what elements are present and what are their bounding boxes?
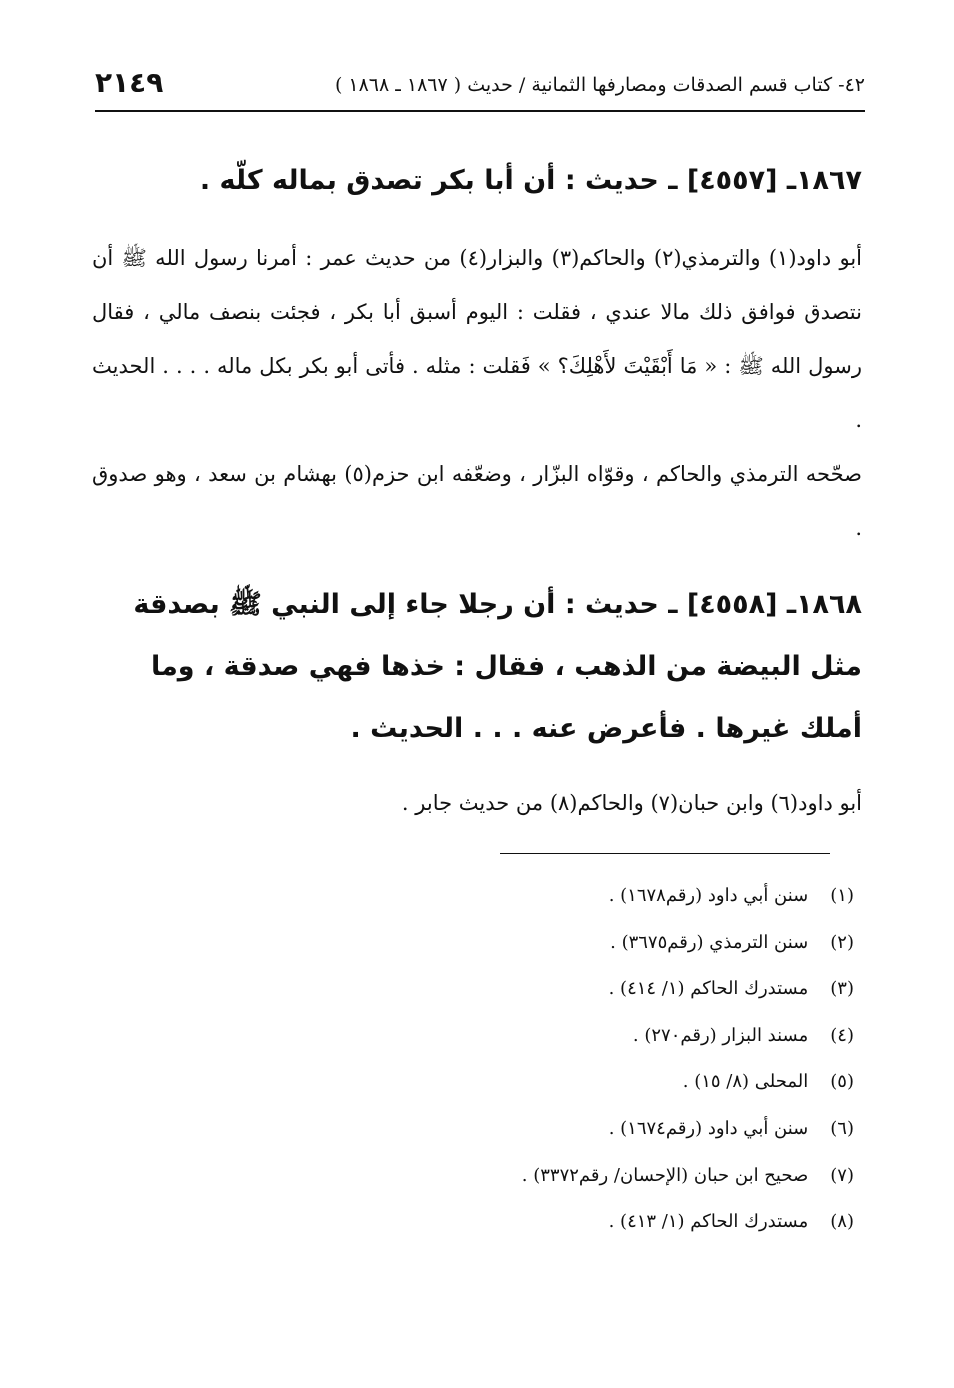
- hadith-1867-paragraph-1: أبو داود(١) والترمذي(٢) والحاكم(٣) والبزار(٤) من حديث عمر : أمرنا رسول الله ﷺ أن نتصدق فوافق ذلك مالا عندي ، فقلت : اليوم أسبق أبا بكر ، فجئت بنصف مالي ، فقال رسول الله ﷺ : « مَا أَبْقَيْتَ لأَهْلِكَ؟ » فَقلت : مثله . فأتى أبو بكر بكل ماله . . . . الحديث .: [92, 246, 862, 432]
- footnote-item: [334, 920, 854, 967]
- footnote-number: (٤): [830, 1024, 854, 1046]
- page-header: [95, 64, 865, 112]
- hadith-1867-heading: ١٨٦٧ـ [٤٥٥٧] ـ حديث : أن أبا بكر تصدق بماله كلّه .: [199, 165, 862, 196]
- footnote-item: [334, 1106, 854, 1153]
- footnote-divider: [500, 853, 830, 854]
- footnote-number: (١): [830, 885, 854, 906]
- footnote-number: (٦): [830, 1117, 854, 1139]
- footnote-item: [334, 1059, 854, 1106]
- footnote-number: (٧): [830, 1164, 854, 1186]
- footnote-text: مستدرك الحاكم (١/ ٤١٤) .: [608, 978, 809, 1000]
- footnote-item: [334, 966, 854, 1013]
- footnote-number: (٣): [830, 978, 854, 1000]
- hadith-1868-paragraph-1: أبو داود(٦) وابن حبان(٧) والحاكم(٨) من حديث جابر .: [401, 791, 862, 815]
- footnote-item: [334, 1199, 854, 1246]
- footnote-text: صحيح ابن حبان (الإحسان/ رقم٣٣٧٢) .: [521, 1164, 809, 1186]
- footnote-text: سنن أبي داود (رقم١٦٧٨) .: [608, 885, 809, 906]
- footnote-text: مسند البزار (رقم٢٧٠) .: [632, 1024, 809, 1046]
- hadith-1868-heading: ١٨٦٨ـ [٤٥٥٨] ـ حديث : أن رجلا جاء إلى النبي ﷺ بصدقة مثل البيضة من الذهب ، فقال : خذها فهي صدقة ، وما أملك غيرها . فأعرض عنه . . . الحديث .: [133, 589, 862, 744]
- footnote-number: (٨): [830, 1211, 854, 1233]
- footnote-text: سنن أبي داود (رقم١٦٧٤) .: [608, 1117, 809, 1139]
- footnote-text: سنن الترمذي (رقم٣٦٧٥) .: [610, 931, 809, 953]
- footnote-number: (٥): [830, 1071, 854, 1093]
- footnote-number: (٢): [830, 931, 854, 953]
- footnote-item: [334, 1153, 854, 1200]
- footnote-item: [334, 1013, 854, 1060]
- hadith-1867-paragraph-2: صحّحه الترمذي والحاكم ، وقوّاه البزّار ، وضعّفه ابن حزم(٥) بهشام بن سعد ، وهو صدوق .: [92, 462, 862, 540]
- hadith-1867-body: [92, 231, 862, 555]
- footnote-item: [334, 873, 854, 920]
- running-title: ٤٢- كتاب قسم الصدقات ومصارفها الثمانية / حديث ( ١٨٦٧ ـ ١٨٦٨ ): [334, 74, 865, 96]
- page-number: ٢١٤٩: [95, 66, 164, 99]
- footnote-text: مستدرك الحاكم (١/ ٤١٣) .: [608, 1211, 809, 1233]
- hadith-1868-body: [122, 776, 862, 830]
- footnote-text: المحلى (٨/ ١٥) .: [682, 1071, 809, 1093]
- footnotes-list: [334, 873, 854, 1246]
